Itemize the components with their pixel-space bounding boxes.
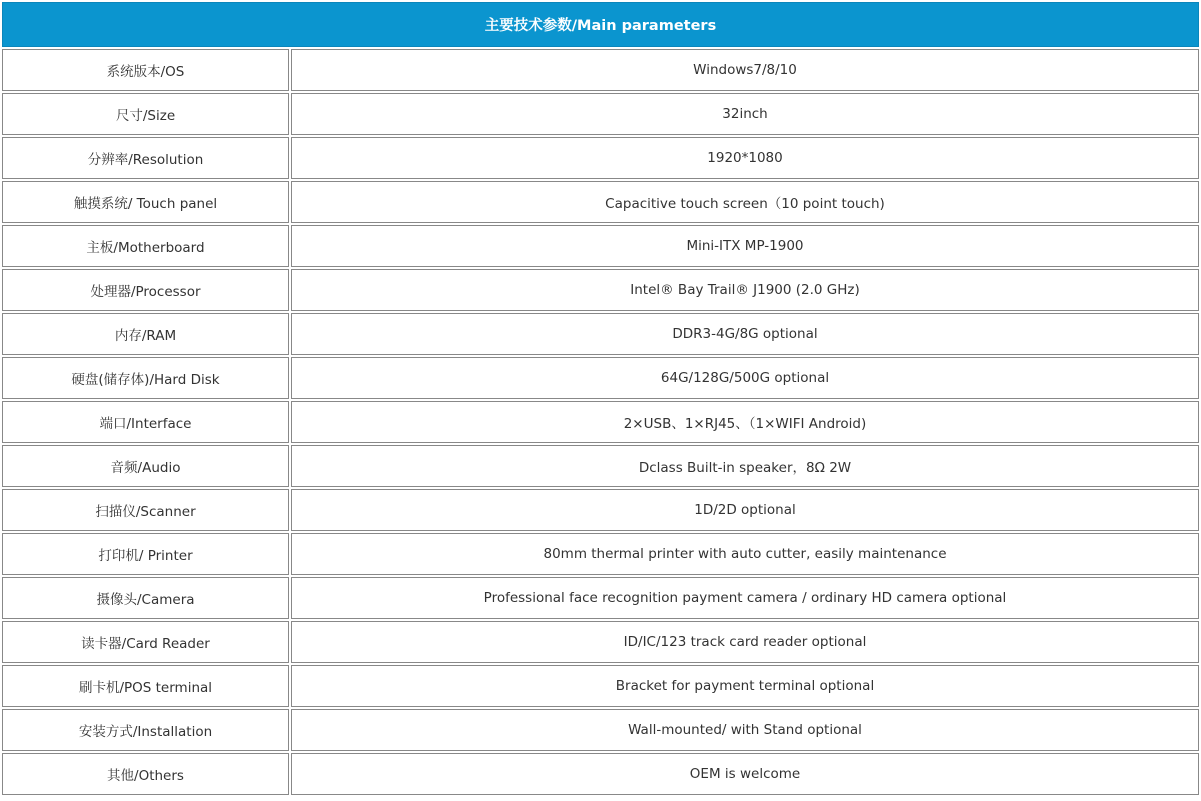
table-row (2, 269, 1199, 311)
spec-value: 80mm thermal printer with auto cutter, easily maintenance (291, 533, 1199, 575)
spec-label: 音频/Audio (2, 445, 289, 487)
spec-label: 读卡器/Card Reader (2, 621, 289, 663)
spec-value: Mini-ITX MP-1900 (291, 225, 1199, 267)
spec-label: 尺寸/Size (2, 93, 289, 135)
table-row (2, 753, 1199, 795)
table-row (2, 489, 1199, 531)
spec-value: ID/IC/123 track card reader optional (291, 621, 1199, 663)
table-row (2, 533, 1199, 575)
table-row (2, 665, 1199, 707)
spec-label: 系统版本/OS (2, 49, 289, 91)
table-row (2, 709, 1199, 751)
spec-label: 其他/Others (2, 753, 289, 795)
table-row (2, 357, 1199, 399)
table-row (2, 137, 1199, 179)
spec-value: 2×USB、1×RJ45、（1×WIFI Android) (291, 401, 1199, 443)
table-row (2, 93, 1199, 135)
table-row (2, 181, 1199, 223)
spec-value: DDR3-4G/8G optional (291, 313, 1199, 355)
spec-value: Windows7/8/10 (291, 49, 1199, 91)
spec-value: Wall-mounted/ with Stand optional (291, 709, 1199, 751)
table-header-row (2, 2, 1199, 47)
spec-value: 32inch (291, 93, 1199, 135)
spec-label: 端口/Interface (2, 401, 289, 443)
spec-label: 分辨率/Resolution (2, 137, 289, 179)
spec-value: 64G/128G/500G optional (291, 357, 1199, 399)
spec-value: Intel® Bay Trail® J1900 (2.0 GHz) (291, 269, 1199, 311)
table-row (2, 445, 1199, 487)
table-row (2, 49, 1199, 91)
spec-label: 扫描仪/Scanner (2, 489, 289, 531)
spec-value: Bracket for payment terminal optional (291, 665, 1199, 707)
spec-label: 处理器/Processor (2, 269, 289, 311)
spec-label: 安装方式/Installation (2, 709, 289, 751)
table-row (2, 577, 1199, 619)
table-row (2, 313, 1199, 355)
spec-label: 打印机/ Printer (2, 533, 289, 575)
spec-label: 刷卡机/POS terminal (2, 665, 289, 707)
spec-value: 1920*1080 (291, 137, 1199, 179)
table-title: 主要技术参数/Main parameters (2, 2, 1199, 47)
spec-label: 触摸系统/ Touch panel (2, 181, 289, 223)
table-row (2, 621, 1199, 663)
spec-value: Professional face recognition payment camera / ordinary HD camera optional (291, 577, 1199, 619)
table-row (2, 225, 1199, 267)
spec-label: 内存/RAM (2, 313, 289, 355)
spec-label: 主板/Motherboard (2, 225, 289, 267)
spec-value: Dclass Built-in speaker，8Ω 2W (291, 445, 1199, 487)
spec-value: 1D/2D optional (291, 489, 1199, 531)
table-row (2, 401, 1199, 443)
spec-value: Capacitive touch screen（10 point touch) (291, 181, 1199, 223)
spec-label: 摄像头/Camera (2, 577, 289, 619)
spec-label: 硬盘(储存体)/Hard Disk (2, 357, 289, 399)
spec-value: OEM is welcome (291, 753, 1199, 795)
